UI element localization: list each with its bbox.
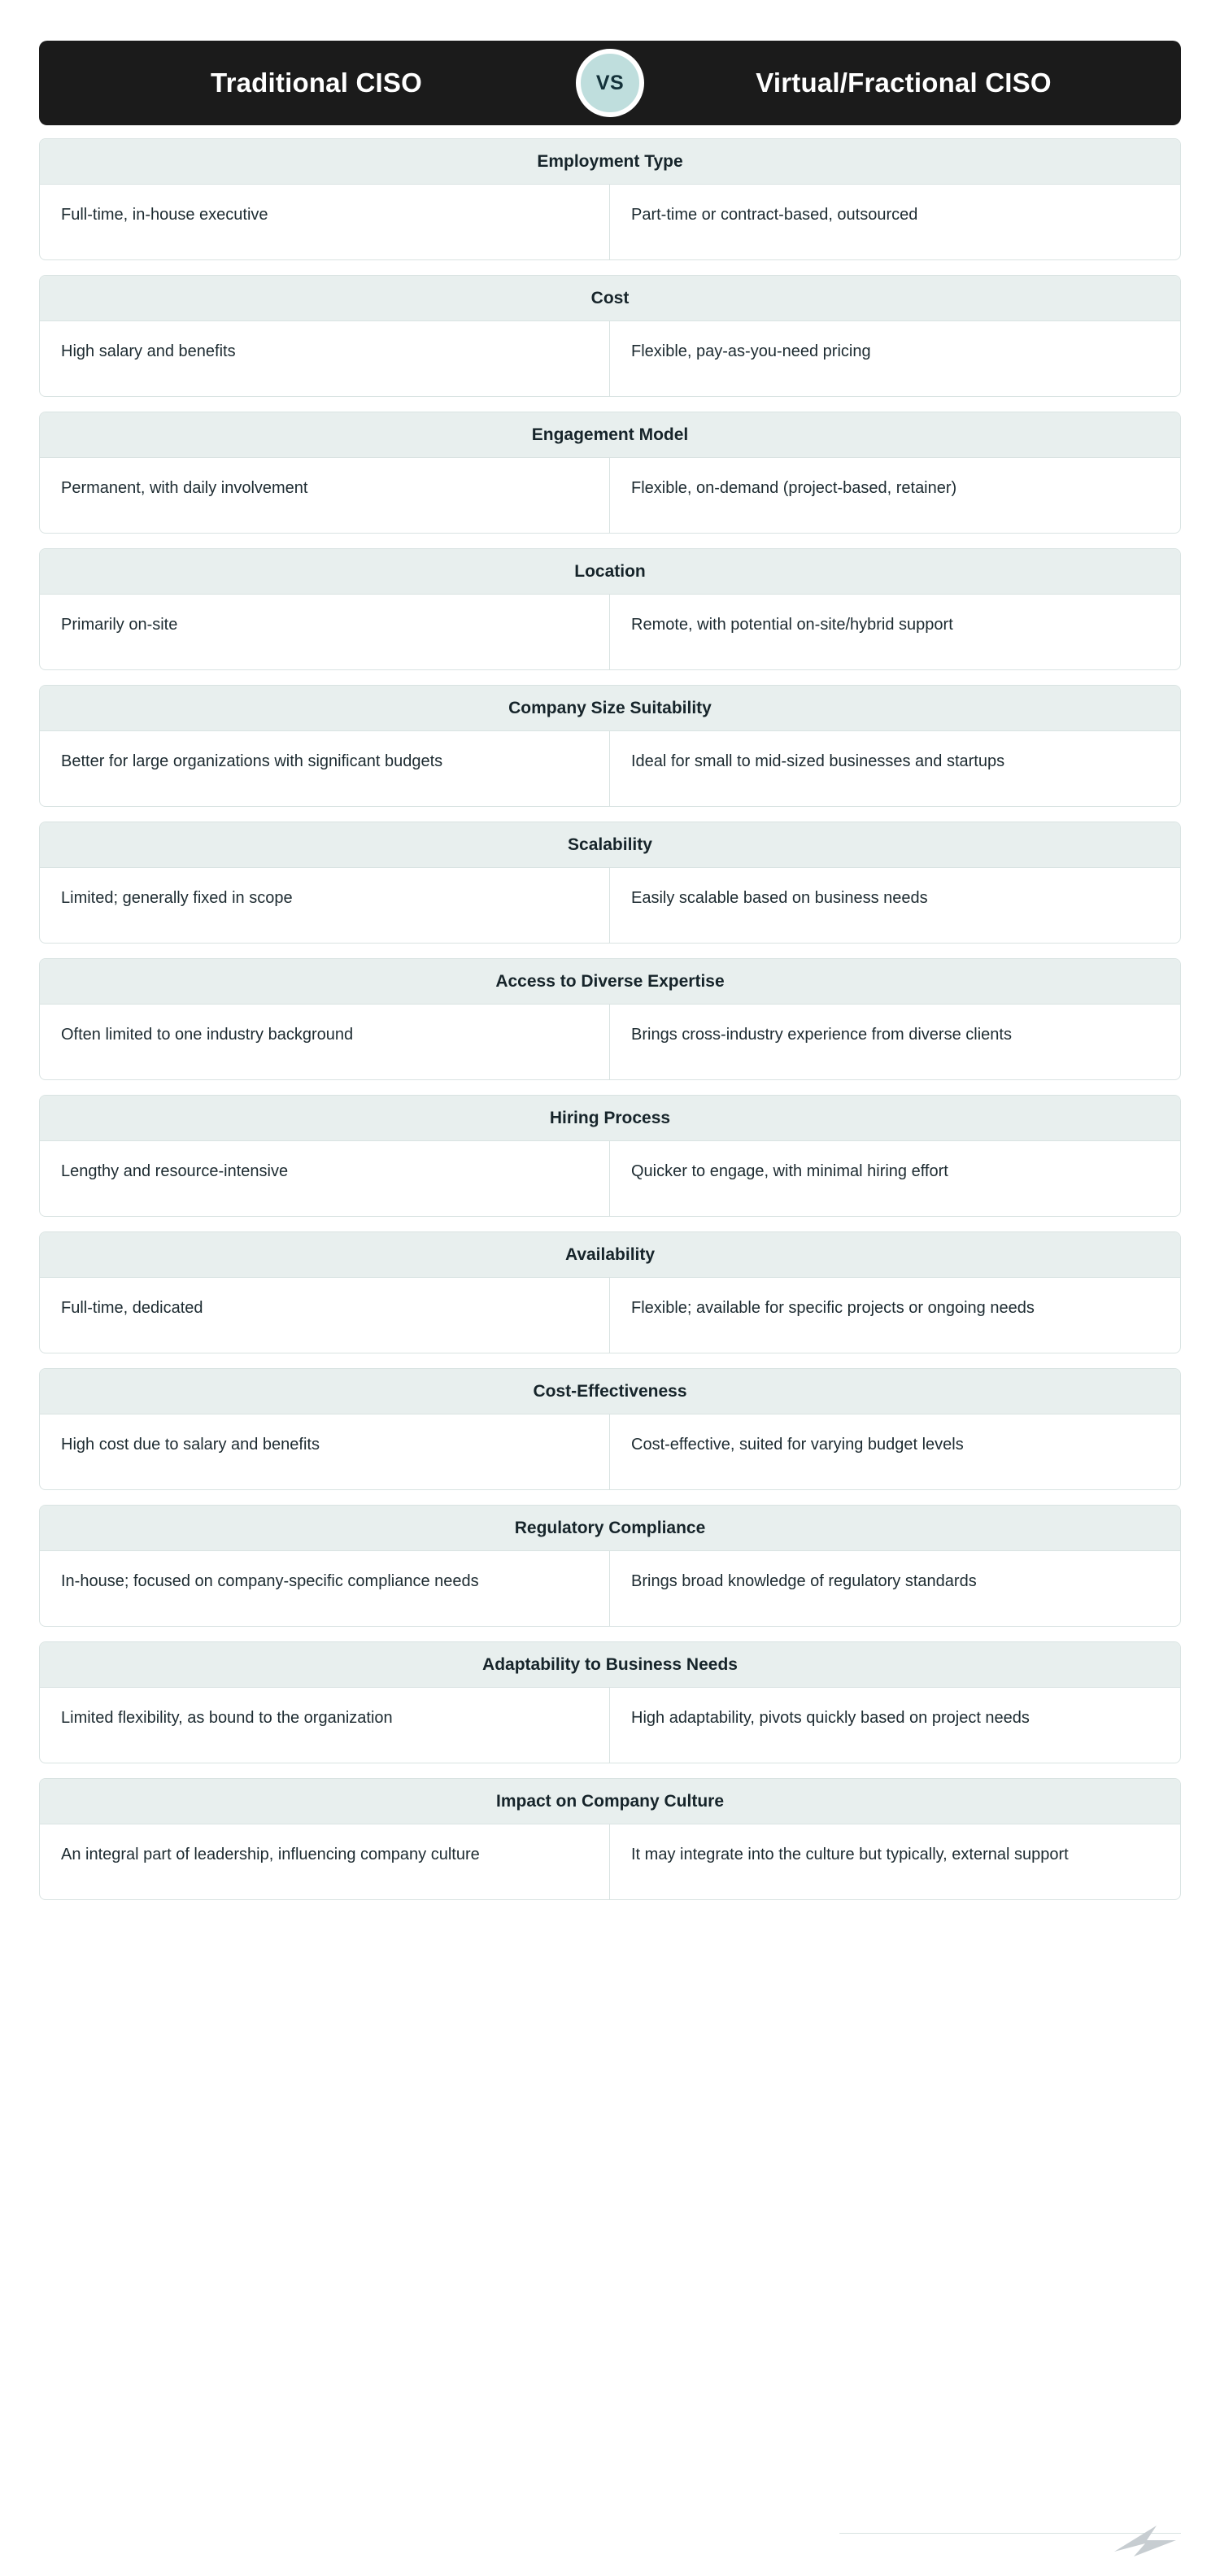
comparison-cell-virtual xyxy=(610,731,1180,806)
comparison-row-title: Location xyxy=(40,549,1180,595)
comparison-row-body xyxy=(40,1141,1180,1216)
comparison-row-title: Company Size Suitability xyxy=(40,686,1180,731)
comparison-rows xyxy=(39,138,1181,1900)
comparison-row-body xyxy=(40,458,1180,533)
comparison-cell-virtual xyxy=(610,185,1180,259)
comparison-row-title: Cost xyxy=(40,276,1180,321)
comparison-row xyxy=(39,1778,1181,1900)
header-left-title: Traditional CISO xyxy=(211,68,422,98)
comparison-row xyxy=(39,1505,1181,1627)
comparison-row-body xyxy=(40,1005,1180,1079)
comparison-row-body xyxy=(40,1414,1180,1489)
comparison-cell-virtual xyxy=(610,458,1180,533)
comparison-cell-virtual xyxy=(610,1824,1180,1899)
comparison-cell-traditional xyxy=(40,1414,610,1489)
comparison-row-body xyxy=(40,1688,1180,1763)
comparison-cell-virtual xyxy=(610,1005,1180,1079)
comparison-cell-traditional xyxy=(40,1551,610,1626)
comparison-cell-text: Flexible, on-demand (project-based, retainer) xyxy=(631,479,957,497)
comparison-cell-text: Quicker to engage, with minimal hiring effort xyxy=(631,1162,948,1180)
comparison-cell-text: Ideal for small to mid-sized businesses and startups xyxy=(631,752,1005,770)
comparison-row xyxy=(39,958,1181,1080)
header-right-title: Virtual/Fractional CISO xyxy=(756,68,1052,98)
comparison-cell-traditional xyxy=(40,458,610,533)
comparison-cell-text: Often limited to one industry background xyxy=(61,1026,354,1044)
comparison-cell-virtual xyxy=(610,595,1180,669)
comparison-cell-text: Permanent, with daily involvement xyxy=(61,479,308,497)
comparison-cell-virtual xyxy=(610,1551,1180,1626)
comparison-row-title: Regulatory Compliance xyxy=(40,1506,1180,1551)
comparison-row-body xyxy=(40,1278,1180,1353)
comparison-cell-virtual xyxy=(610,1141,1180,1216)
comparison-cell-text: High cost due to salary and benefits xyxy=(61,1436,320,1454)
comparison-cell-text: Full-time, dedicated xyxy=(61,1299,203,1317)
comparison-row-title: Cost-Effectiveness xyxy=(40,1369,1180,1414)
comparison-cell-traditional xyxy=(40,321,610,396)
comparison-row xyxy=(39,548,1181,670)
comparison-cell-text: Limited flexibility, as bound to the organization xyxy=(61,1709,393,1727)
comparison-cell-text: Better for large organizations with significant budgets xyxy=(61,752,443,770)
comparison-row xyxy=(39,685,1181,807)
comparison-cell-text: Primarily on-site xyxy=(61,616,178,634)
comparison-cell-text: Brings cross-industry experience from diverse clients xyxy=(631,1026,1012,1044)
comparison-cell-text: High salary and benefits xyxy=(61,342,236,360)
comparison-cell-traditional xyxy=(40,1824,610,1899)
comparison-cell-text: Lengthy and resource-intensive xyxy=(61,1162,289,1180)
comparison-cell-traditional xyxy=(40,1278,610,1353)
comparison-cell-text: Easily scalable based on business needs xyxy=(631,889,928,907)
comparison-row-body xyxy=(40,595,1180,669)
comparison-row-body xyxy=(40,868,1180,943)
comparison-row-title: Access to Diverse Expertise xyxy=(40,959,1180,1005)
comparison-cell-traditional xyxy=(40,595,610,669)
comparison-cell-text: Flexible; available for specific projects or ongoing needs xyxy=(631,1299,1035,1317)
comparison-cell-text: Brings broad knowledge of regulatory standards xyxy=(631,1572,977,1590)
vs-badge: VS xyxy=(576,49,644,117)
comparison-header xyxy=(39,41,1181,125)
comparison-cell-text: Full-time, in-house executive xyxy=(61,206,268,224)
comparison-cell-text: Cost-effective, suited for varying budget levels xyxy=(631,1436,964,1454)
comparison-cell-virtual xyxy=(610,1278,1180,1353)
comparison-row xyxy=(39,138,1181,260)
comparison-row-title: Scalability xyxy=(40,822,1180,868)
comparison-cell-virtual xyxy=(610,868,1180,943)
comparison-cell-text: In-house; focused on company-specific compliance needs xyxy=(61,1572,479,1590)
comparison-row-body xyxy=(40,1824,1180,1899)
comparison-cell-virtual xyxy=(610,1414,1180,1489)
comparison-row-body xyxy=(40,731,1180,806)
comparison-row xyxy=(39,1641,1181,1763)
comparison-row xyxy=(39,1095,1181,1217)
comparison-row-body xyxy=(40,185,1180,259)
comparison-cell-text: High adaptability, pivots quickly based on project needs xyxy=(631,1709,1030,1727)
comparison-row-title: Impact on Company Culture xyxy=(40,1779,1180,1824)
comparison-cell-traditional xyxy=(40,731,610,806)
comparison-row-body xyxy=(40,321,1180,396)
comparison-row xyxy=(39,1231,1181,1353)
comparison-cell-traditional xyxy=(40,185,610,259)
comparison-cell-traditional xyxy=(40,1688,610,1763)
comparison-row-title: Employment Type xyxy=(40,139,1180,185)
comparison-row-title: Adaptability to Business Needs xyxy=(40,1642,1180,1688)
comparison-cell-traditional xyxy=(40,868,610,943)
arrow-logo-icon xyxy=(1106,2519,1181,2558)
comparison-cell-text: Part-time or contract-based, outsourced xyxy=(631,206,918,224)
comparison-cell-virtual xyxy=(610,321,1180,396)
comparison-cell-text: It may integrate into the culture but typically, external support xyxy=(631,1846,1069,1863)
comparison-row xyxy=(39,822,1181,944)
comparison-row-title: Hiring Process xyxy=(40,1096,1180,1141)
comparison-cell-virtual xyxy=(610,1688,1180,1763)
comparison-row xyxy=(39,1368,1181,1490)
comparison-cell-text: Limited; generally fixed in scope xyxy=(61,889,293,907)
comparison-cell-text: Flexible, pay-as-you-need pricing xyxy=(631,342,871,360)
comparison-cell-traditional xyxy=(40,1005,610,1079)
comparison-row xyxy=(39,275,1181,397)
comparison-cell-text: Remote, with potential on-site/hybrid support xyxy=(631,616,953,634)
comparison-cell-traditional xyxy=(40,1141,610,1216)
comparison-row xyxy=(39,412,1181,534)
comparison-cell-text: An integral part of leadership, influencing company culture xyxy=(61,1846,480,1863)
comparison-row-title: Availability xyxy=(40,1232,1180,1278)
comparison-row-body xyxy=(40,1551,1180,1626)
comparison-row-title: Engagement Model xyxy=(40,412,1180,458)
